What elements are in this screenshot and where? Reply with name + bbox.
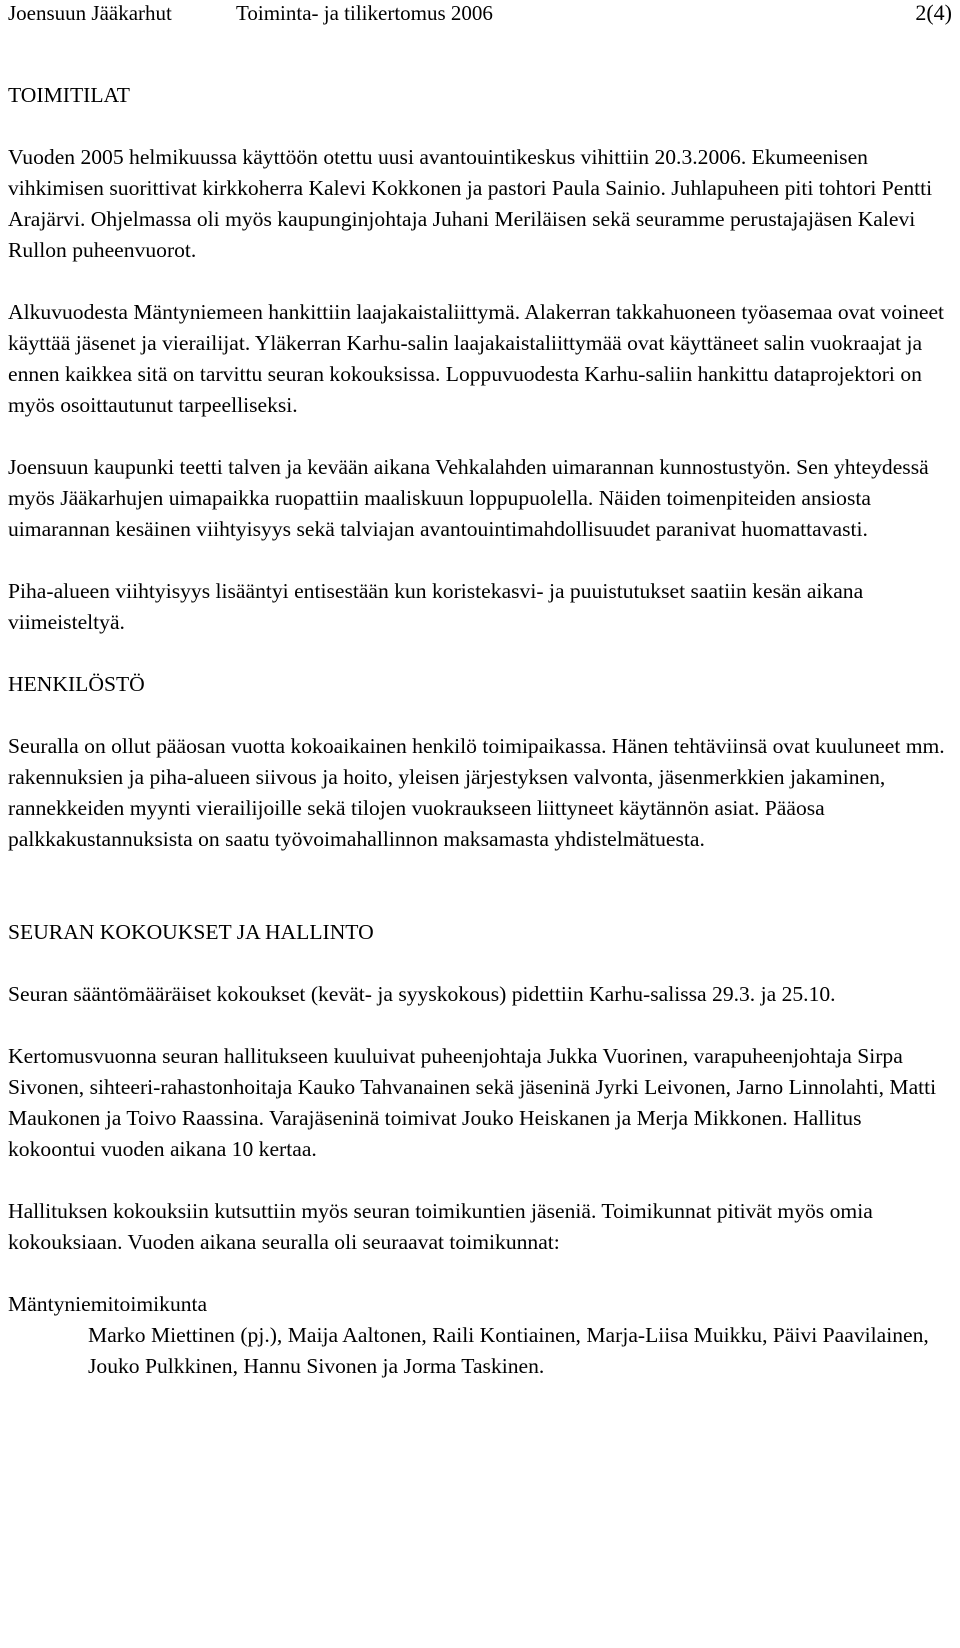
paragraph: Seuralla on ollut pääosan vuotta kokoaikainen henkilö toimipaikassa. Hänen tehtäviinsä ovat kuuluneet mm. rakennuksien ja piha-alueen siivous ja hoito, yleisen järjestyksen valvonta, jäsenmerkkien jakaminen, rannekkeiden myynti vierailijoille sekä tilojen vuokraukseen liittyneet käytännön asiat. Pääosa palkkakustannuksista on saatu työvoimahallinnon maksamasta yhdistelmätuesta. — [8, 734, 945, 851]
committee-members: Marko Miettinen (pj.), Maija Aaltonen, Raili Kontiainen, Marja-Liisa Muikku, Päivi Paavilainen, Jouko Pulkkinen, Hannu Sivonen ja Jorma Taskinen. — [88, 1323, 929, 1378]
section-heading-henkilosto: HENKILÖSTÖ — [8, 672, 145, 696]
committee-name: Mäntyniemitoimikunta — [8, 1292, 208, 1316]
header-organization: Joensuun Jääkarhut — [8, 1, 172, 25]
header-document-title: Toiminta- ja tilikertomus 2006 — [236, 1, 493, 25]
section-hallinto — [8, 917, 952, 1382]
section-toimitilat — [8, 80, 952, 638]
paragraph: Hallituksen kokouksiin kutsuttiin myös seuran toimikuntien jäseniä. Toimikunnat pitivät myös omia kokouksiaan. Vuoden aikana seuralla oli seuraavat toimikunnat: — [8, 1199, 873, 1254]
section-henkilosto — [8, 669, 952, 855]
paragraph: Joensuun kaupunki teetti talven ja kevään aikana Vehkalahden uimarannan kunnostustyön. Sen yhteydessä myös Jääkarhujen uimapaikka ruopattiin maaliskuun loppupuolella. Näiden toimenpiteiden ansiosta uimarannan kesäinen viihtyisyys sekä talviajan avantouintimahdollisuudet paranivat huomattavasti. — [8, 455, 929, 541]
document-body — [8, 80, 952, 1382]
section-heading-toimitilat: TOIMITILAT — [8, 83, 130, 107]
header-page-number: 2(4) — [915, 0, 952, 25]
paragraph: Alkuvuodesta Mäntyniemeen hankittiin laajakaistaliittymä. Alakerran takkahuoneen työasemaa ovat voineet käyttää jäsenet ja vierailijat. Yläkerran Karhu-salin laajakaistaliittymää ovat käyttäneet salin vuokraajat ja ennen kaikkea sitä on tarvittu seuran kokouksissa. Loppuvuodesta Karhu-saliin hankittu dataprojektori on myös osoittautunut tarpeelliseksi. — [8, 300, 945, 417]
paragraph: Piha-alueen viihtyisyys lisääntyi entisestään kun koristekasvi- ja puuistutukset saatiin kesän aikana viimeisteltyä. — [8, 579, 864, 634]
paragraph: Seuran sääntömääräiset kokoukset (kevät- ja syyskokous) pidettiin Karhu-salissa 29.3. ja 25.10. — [8, 982, 836, 1006]
section-heading-hallinto: SEURAN KOKOUKSET JA HALLINTO — [8, 920, 374, 944]
paragraph: Vuoden 2005 helmikuussa käyttöön otettu uusi avantouintikeskus vihittiin 20.3.2006. Ekumeenisen vihkimisen suorittivat kirkkoherra Kalevi Kokkonen ja pastori Paula Sainio. Juhlapuheen piti tohtori Pentti Arajärvi. Ohjelmassa oli myös kaupunginjohtaja Juhani Meriläisen sekä seuramme perustajajäsen Kalevi Rullon puheenvuorot. — [8, 145, 933, 262]
paragraph: Kertomusvuonna seuran hallitukseen kuuluivat puheenjohtaja Jukka Vuorinen, varapuheenjohtaja Sirpa Sivonen, sihteeri-rahastonhoitaja Kauko Tahvanainen sekä jäseninä Jyrki Leivonen, Jarno Linnolahti, Matti Maukonen ja Toivo Raassina. Varajäseninä toimivat Jouko Heiskanen ja Merja Mikkonen. Hallitus kokoontui vuoden aikana 10 kertaa. — [8, 1044, 937, 1161]
page-header — [8, 0, 952, 30]
